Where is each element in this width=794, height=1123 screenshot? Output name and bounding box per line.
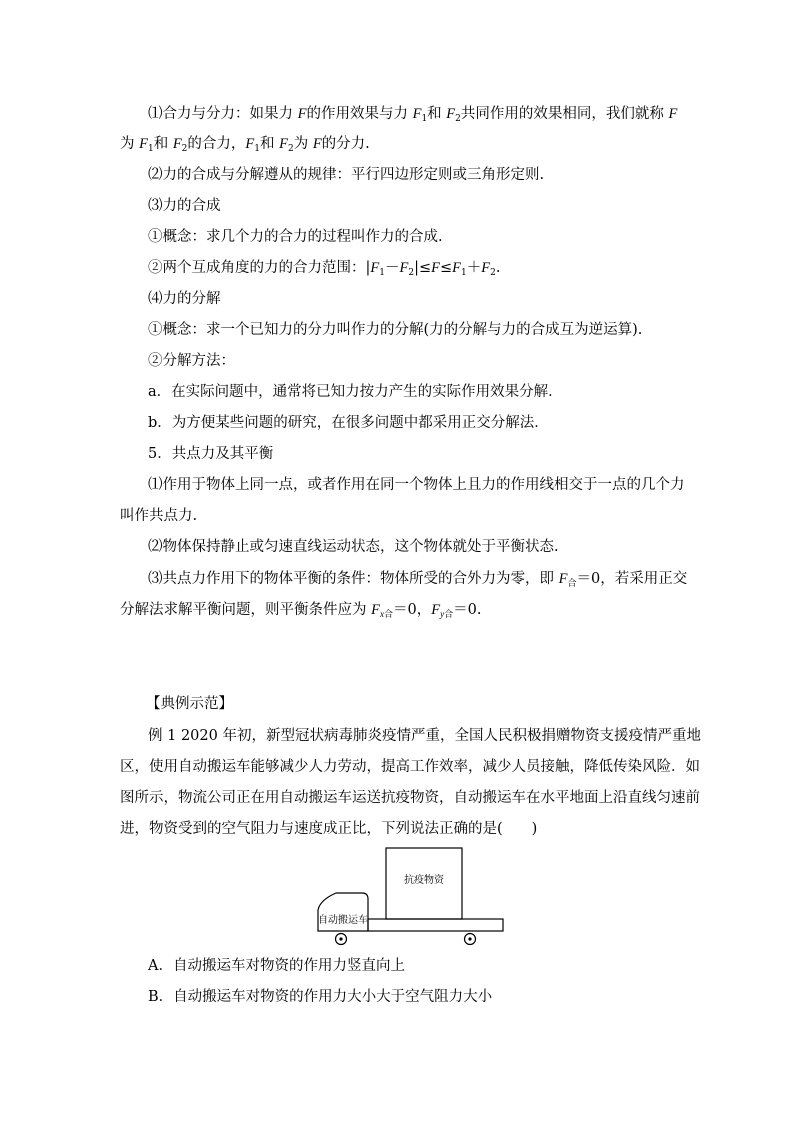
text-line-1: ⑴合力与分力：如果力 F的作用效果与力 $F_1$和 $F_2$共同作用的效果相同，我们就称 F [148,106,678,124]
option-b: B．自动搬运车对物资的作用力大小大于空气阻力大小 [148,989,493,1005]
section-heading: 【典例示范】 [146,696,233,712]
text-line-2: 为 $F_1$和 $F_2$的合力，$F_1$和 $F_2$为 F的分力. [120,136,370,154]
vehicle-platform [368,919,503,931]
text-line-16: ⑶共点力作用下的物体平衡的条件：物体所受的合外力为零，即 $F_合=0$，若采用正交 [148,571,688,589]
text-line-11: b．为方便某些问题的研究，在很多问题中都采用正交分解法． [148,415,549,431]
rear-wheel [465,934,476,945]
text-line-5: ①概念：求几个力的合力的过程叫作力的合成. [148,229,443,245]
cargo-label: 抗疫物资 [404,875,444,886]
text-line-15: ⑵物体保持静止或匀速直线运动状态，这个物体就处于平衡状态. [148,539,559,555]
text-line-14: 叫作共点力. [120,508,198,524]
option-a: A．自动搬运车对物资的作用力竖直向上 [148,958,405,974]
text-line-4: ⑶力的合成 [148,198,221,214]
front-wheel [336,934,347,945]
text-line-6: ②两个互成角度的力的合力范围：$|F_1-F_2|\le F\le F_1+F_2$. [148,260,501,278]
text-line-7: ⑷力的分解 [148,291,221,307]
text-line-3: ⑵力的合成与分解遵从的规律：平行四边形定则或三角形定则. [148,167,545,183]
example-line-1: 例 1 2020 年初，新型冠状病毒肺炎疫情严重，全国人民积极捐赠物资支援疫情严重地 [148,728,701,744]
text-line-9: ②分解方法： [148,353,235,369]
example-line-3: 图所示，物流公司正在用自动搬运车运送抗疫物资，自动搬运车在水平地面上沿直线匀速前 [120,790,700,806]
text-line-8: ①概念：求一个已知力的分力叫作力的分解(力的分解与力的合成互为逆运算). [148,322,643,338]
text-line-17: 分解法求解平衡问题，则平衡条件应为 $F_{x合}=0$，$F_{y合}=0$. [120,602,482,620]
example-line-2: 区，使用自动搬运车能够减少人力劳动，提高工作效率，减少人员接触，降低传染风险．如 [120,759,700,775]
text-line-13: ⑴作用于物体上同一点，或者作用在同一个物体上且力的作用线相交于一点的几个力 [148,477,685,493]
vehicle-cab [318,893,368,931]
example-line-4: 进，物资受到的空气阻力与速度成正比，下列说法正确的是( ) [120,821,538,837]
vehicle-label: 自动搬运车 [318,915,368,926]
text-line-12: 5．共点力及其平衡 [148,446,274,462]
text-line-10: a．在实际问题中，通常将已知力按力产生的实际作用效果分解． [148,384,563,400]
cargo-box [386,848,462,919]
